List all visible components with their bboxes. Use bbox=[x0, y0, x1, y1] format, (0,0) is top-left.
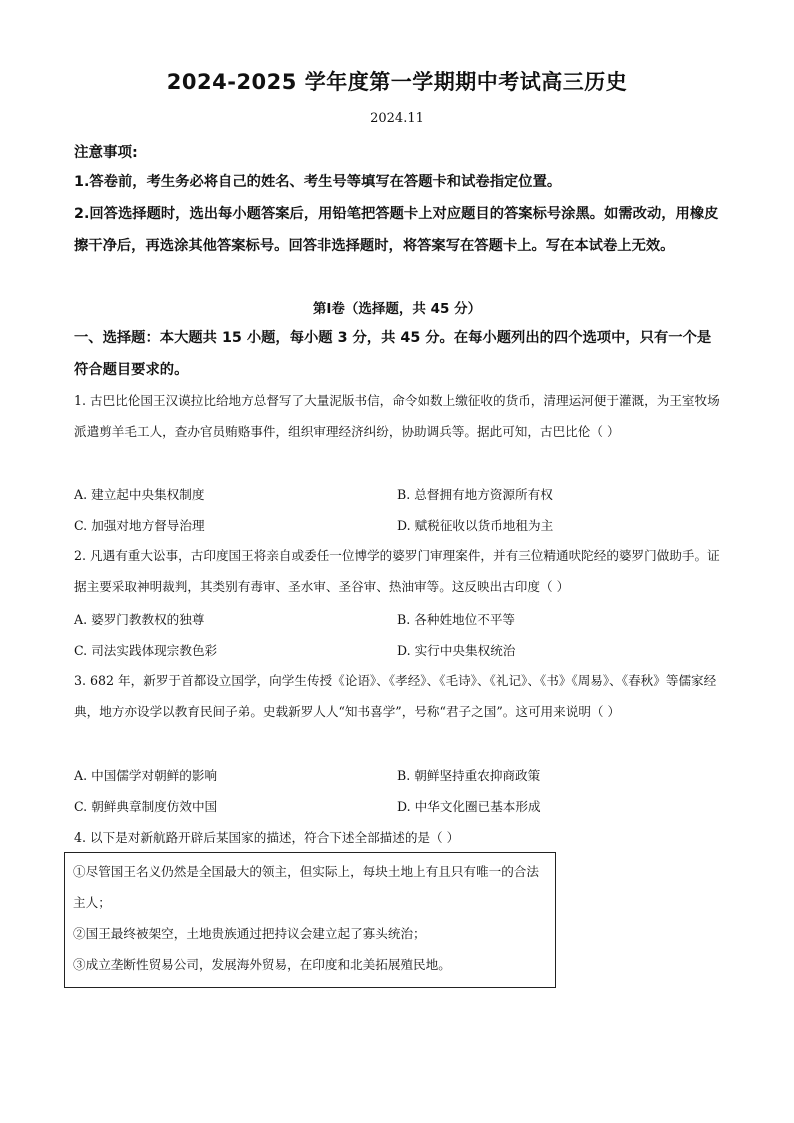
question-4-stem: 4. 以下是对新航路开辟后某国家的描述，符合下述全部描述的是（ ） bbox=[74, 830, 460, 845]
notes-heading: 注意事项: bbox=[74, 145, 138, 161]
question-2-stem: 2. 凡遇有重大讼事，古印度国王将亲自或委任一位博学的婆罗门审理案件，并有三位精通吠陀经的婆罗门做助手。证据主要采取神明裁判，其类别有毒审、圣水审、圣谷审、热油审等。这反映出古印度（ ） bbox=[74, 548, 720, 594]
exam-date: 2024.11 bbox=[370, 111, 424, 126]
note-item-1: 1.答卷前，考生务必将自己的姓名、考生号等填写在答题卡和试卷指定位置。 bbox=[74, 174, 562, 190]
question-1-option-a[interactable]: A. 建立起中央集权制度 bbox=[74, 487, 205, 502]
question-3-option-a[interactable]: A. 中国儒学对朝鲜的影响 bbox=[74, 768, 218, 783]
material-item-3: ③成立垄断性贸易公司，发展海外贸易，在印度和北美拓展殖民地。 bbox=[73, 957, 451, 972]
section-instruction: 一、选择题：本大题共 15 小题，每小题 3 分，共 45 分。在每小题列出的四个选项中，只有一个是符合题目要求的。 bbox=[74, 330, 712, 378]
question-4-material-box bbox=[64, 852, 556, 988]
question-1-stem: 1. 古巴比伦国王汉谟拉比给地方总督写了大量泥版书信，命令如数上缴征收的货币，清理运河便于灌溉，为王室牧场派遣剪羊毛工人，查办官员贿赂事件，组织审理经济纠纷，协助调兵等。据此可知，古巴比伦（ ） bbox=[74, 393, 720, 439]
question-2-option-c[interactable]: C. 司法实践体现宗教色彩 bbox=[74, 643, 218, 658]
material-item-2: ②国王最终被架空，土地贵族通过把持议会建立起了寡头统治； bbox=[73, 926, 426, 941]
question-3-option-c[interactable]: C. 朝鲜典章制度仿效中国 bbox=[74, 799, 218, 814]
question-2-option-d[interactable]: D. 实行中央集权统治 bbox=[397, 643, 516, 658]
question-3-stem: 3. 682 年，新罗于首都设立国学，向学生传授《论语》、《孝经》、《毛诗》、《礼记》、《书》《周易》、《春秋》等儒家经典，地方亦设学以教育民间子弟。史载新罗人人“知书喜学”，号称“君子之国”。这可用来说明（ ） bbox=[74, 673, 717, 719]
material-item-1: ①尽管国王名义仍然是全国最大的领主，但实际上，每块土地上有且只有唯一的合法主人； bbox=[73, 864, 539, 910]
question-3-option-d[interactable]: D. 中华文化圈已基本形成 bbox=[397, 799, 541, 814]
exam-title: 2024-2025 学年度第一学期期中考试高三历史 bbox=[166, 70, 628, 94]
question-2-option-b[interactable]: B. 各种姓地位不平等 bbox=[397, 612, 516, 627]
question-3-option-b[interactable]: B. 朝鲜坚持重农抑商政策 bbox=[397, 768, 541, 783]
question-1-option-d[interactable]: D. 赋税征收以货币地租为主 bbox=[397, 518, 554, 533]
section-title: 第Ⅰ卷（选择题，共 45 分） bbox=[312, 301, 482, 317]
question-1-option-c[interactable]: C. 加强对地方督导治理 bbox=[74, 518, 205, 533]
question-2-option-a[interactable]: A. 婆罗门教教权的独尊 bbox=[74, 612, 205, 627]
note-item-2: 2.回答选择题时，选出每小题答案后，用铅笔把答题卡上对应题目的答案标号涂黑。如需改动，用橡皮擦干净后，再选涂其他答案标号。回答非选择题时，将答案写在答题卡上。写在本试卷上无效。 bbox=[74, 206, 719, 254]
question-1-option-b[interactable]: B. 总督拥有地方资源所有权 bbox=[397, 487, 553, 502]
